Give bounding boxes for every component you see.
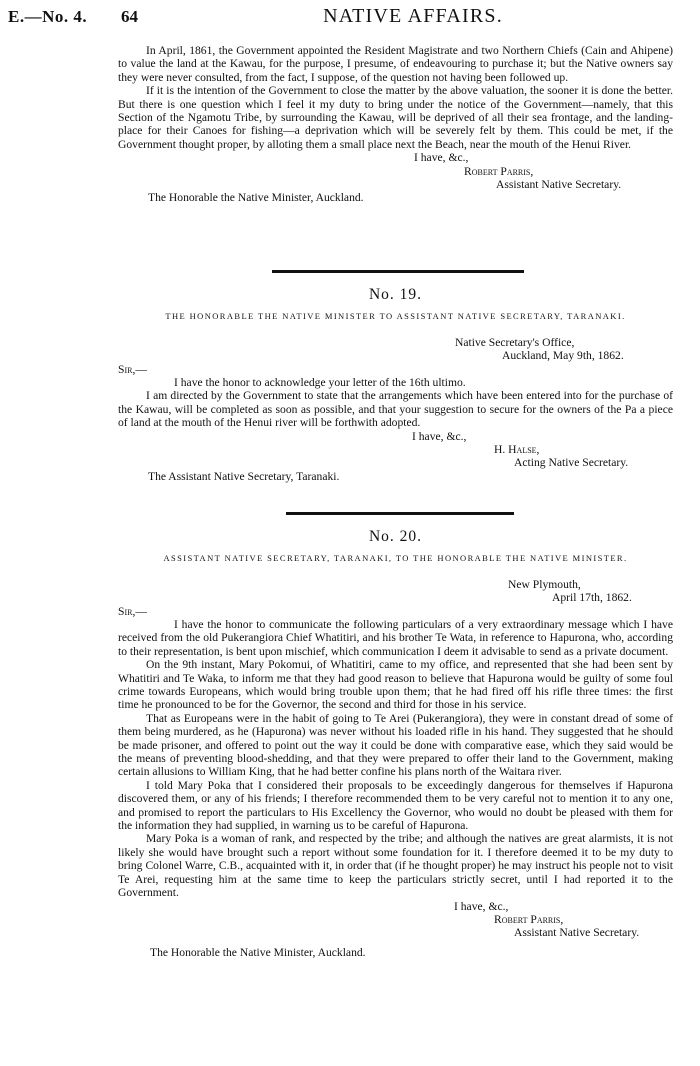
addressee: The Honorable the Native Minister, Auckland. <box>150 945 366 959</box>
signatory-role: Assistant Native Secretary. <box>496 178 622 192</box>
document-reference: E.—No. 4. <box>8 7 88 26</box>
page-header <box>8 5 688 36</box>
letter-number: No. 19. <box>368 286 423 303</box>
addressee: The Honorable the Native Minister, Auckland. <box>148 191 364 205</box>
closing: I have, &c., <box>414 151 469 165</box>
paragraph: I have the honor to communicate the following particulars of a very extraordinary message which I have received from the old Pukerangiora Chief Whatitiri, and his brother Te Wata, in reference to Hapurona, who, according to their representation, is bent upon mischief, which communication I deem it advisable to send as a private document. <box>118 617 673 658</box>
letter-19 <box>118 278 673 483</box>
paragraph: On the 9th instant, Mary Pokomui, of Whatitiri, came to my office, and represented that she had been sent by Whatitiri and Te Waka, to inform me that they had good reason to believe that Hapurona would be guilty of some foul crime towards Europeans, which would bring trouble upon them; that he had fired off his rifle three times: the first time he pronounced to be for the Governor, the second and third for those in his service. <box>118 658 673 712</box>
address-date: Auckland, May 9th, 1862. <box>502 349 624 363</box>
addressee: The Assistant Native Secretary, Taranaki. <box>148 469 340 483</box>
signatory-role: Acting Native Secretary. <box>514 456 629 470</box>
letter-20 <box>118 520 673 959</box>
paragraph: I told Mary Poka that I considered their proposals to be exceedingly dangerous for themselves if Hapurona discovered them, or any of his friends; I therefore recommended them to be very careful not to mention it to any one, and promised to report the particulars to His Excellency the Governor, who would no doubt be pleased with them for the information they had supplied, in warning us to be careful of Hapurona. <box>118 778 673 833</box>
letter-18 <box>118 44 673 205</box>
page-number: 64 <box>121 7 138 26</box>
section-divider <box>286 512 514 515</box>
section-divider <box>272 270 524 273</box>
closing: I have, &c., <box>454 899 509 913</box>
signature: Robert Parris, <box>464 164 534 178</box>
paragraph: I have the honor to acknowledge your letter of the 16th ultimo. <box>174 375 466 389</box>
page-title: NATIVE AFFAIRS. <box>323 5 503 27</box>
signature: H. Halse, <box>494 443 540 456</box>
paragraph: I am directed by the Government to state that the arrangements which have been entered into for the purchase of the Kawau, will be completed as soon as possible, and that your suggestion to secure for the owners of the Pa a piece of land at the mouth of the Henui river will be forthwith adopted. <box>118 389 673 430</box>
paragraph: In April, 1861, the Government appointed the Resident Magistrate and two Northern Chiefs (Cain and Ahipene) to value the land at the Kawau, for the purpose, I presume, of endeavouring to purchase it; but the Native owners say they were never consulted, from the fact, I suppose, of the question not having been followed up. <box>118 44 673 84</box>
salutation: Sir,— <box>118 362 147 376</box>
paragraph: That as Europeans were in the habit of going to Te Arei (Pukerangiora), they were in constant dread of some of them being murdered, as he (Hapurona) was never without his loaded rifle in his hand. They suggested that he should be made prisoner, and offered to point out the way it could be done with comparative ease, which they said would be the means of preventing blood-shedding, and that they were prepared to offer their land to the Government, making certain allusions to William King, that he had better confine his plans north of the Waitara river. <box>118 711 673 779</box>
paragraph: If it is the intention of the Government to close the matter by the above valuation, the sooner it is done the better. But there is one question which I feel it my duty to bring under the notice of the Government—namely, that this Section of the Ngamotu Tribe, by surrounding the Kawau, will be deprived of all their sea frontage, and the landing-place for their Canoes for fishing—a deprivation which will be severely felt by them. This could be met, if the Government thought proper, by alloting them a small place next the Beach, near the mouth of the Henui River. <box>118 84 673 151</box>
letter-number: No. 20. <box>368 528 423 545</box>
address-line: Native Secretary's Office, <box>455 335 575 349</box>
signatory-role: Assistant Native Secretary. <box>514 926 640 940</box>
paragraph: Mary Poka is a woman of rank, and respected by the tribe; and although the natives are great alarmists, it is not likely she would have brought such a report without some foundation for it. I therefore deemed it to be my duty to bring Colonel Warre, C.B., acquainted with it, in order that (if he thought proper) he may instruct his people not to visit Te Arei, requesting him at the same time to keep the particulars strictly secret, until I had reported it to the Government. <box>118 832 673 900</box>
signature: Robert Parris, <box>494 912 564 926</box>
address-line: New Plymouth, <box>508 577 581 591</box>
salutation: Sir,— <box>118 604 147 618</box>
address-date: April 17th, 1862. <box>552 591 632 605</box>
letter-heading: ASSISTANT NATIVE SECRETARY, TARANAKI, TO THE HONORABLE THE NATIVE MINISTER. <box>163 553 628 564</box>
letter-heading: THE HONORABLE THE NATIVE MINISTER TO ASSISTANT NATIVE SECRETARY, TARANAKI. <box>165 311 626 322</box>
closing: I have, &c., <box>412 429 467 443</box>
